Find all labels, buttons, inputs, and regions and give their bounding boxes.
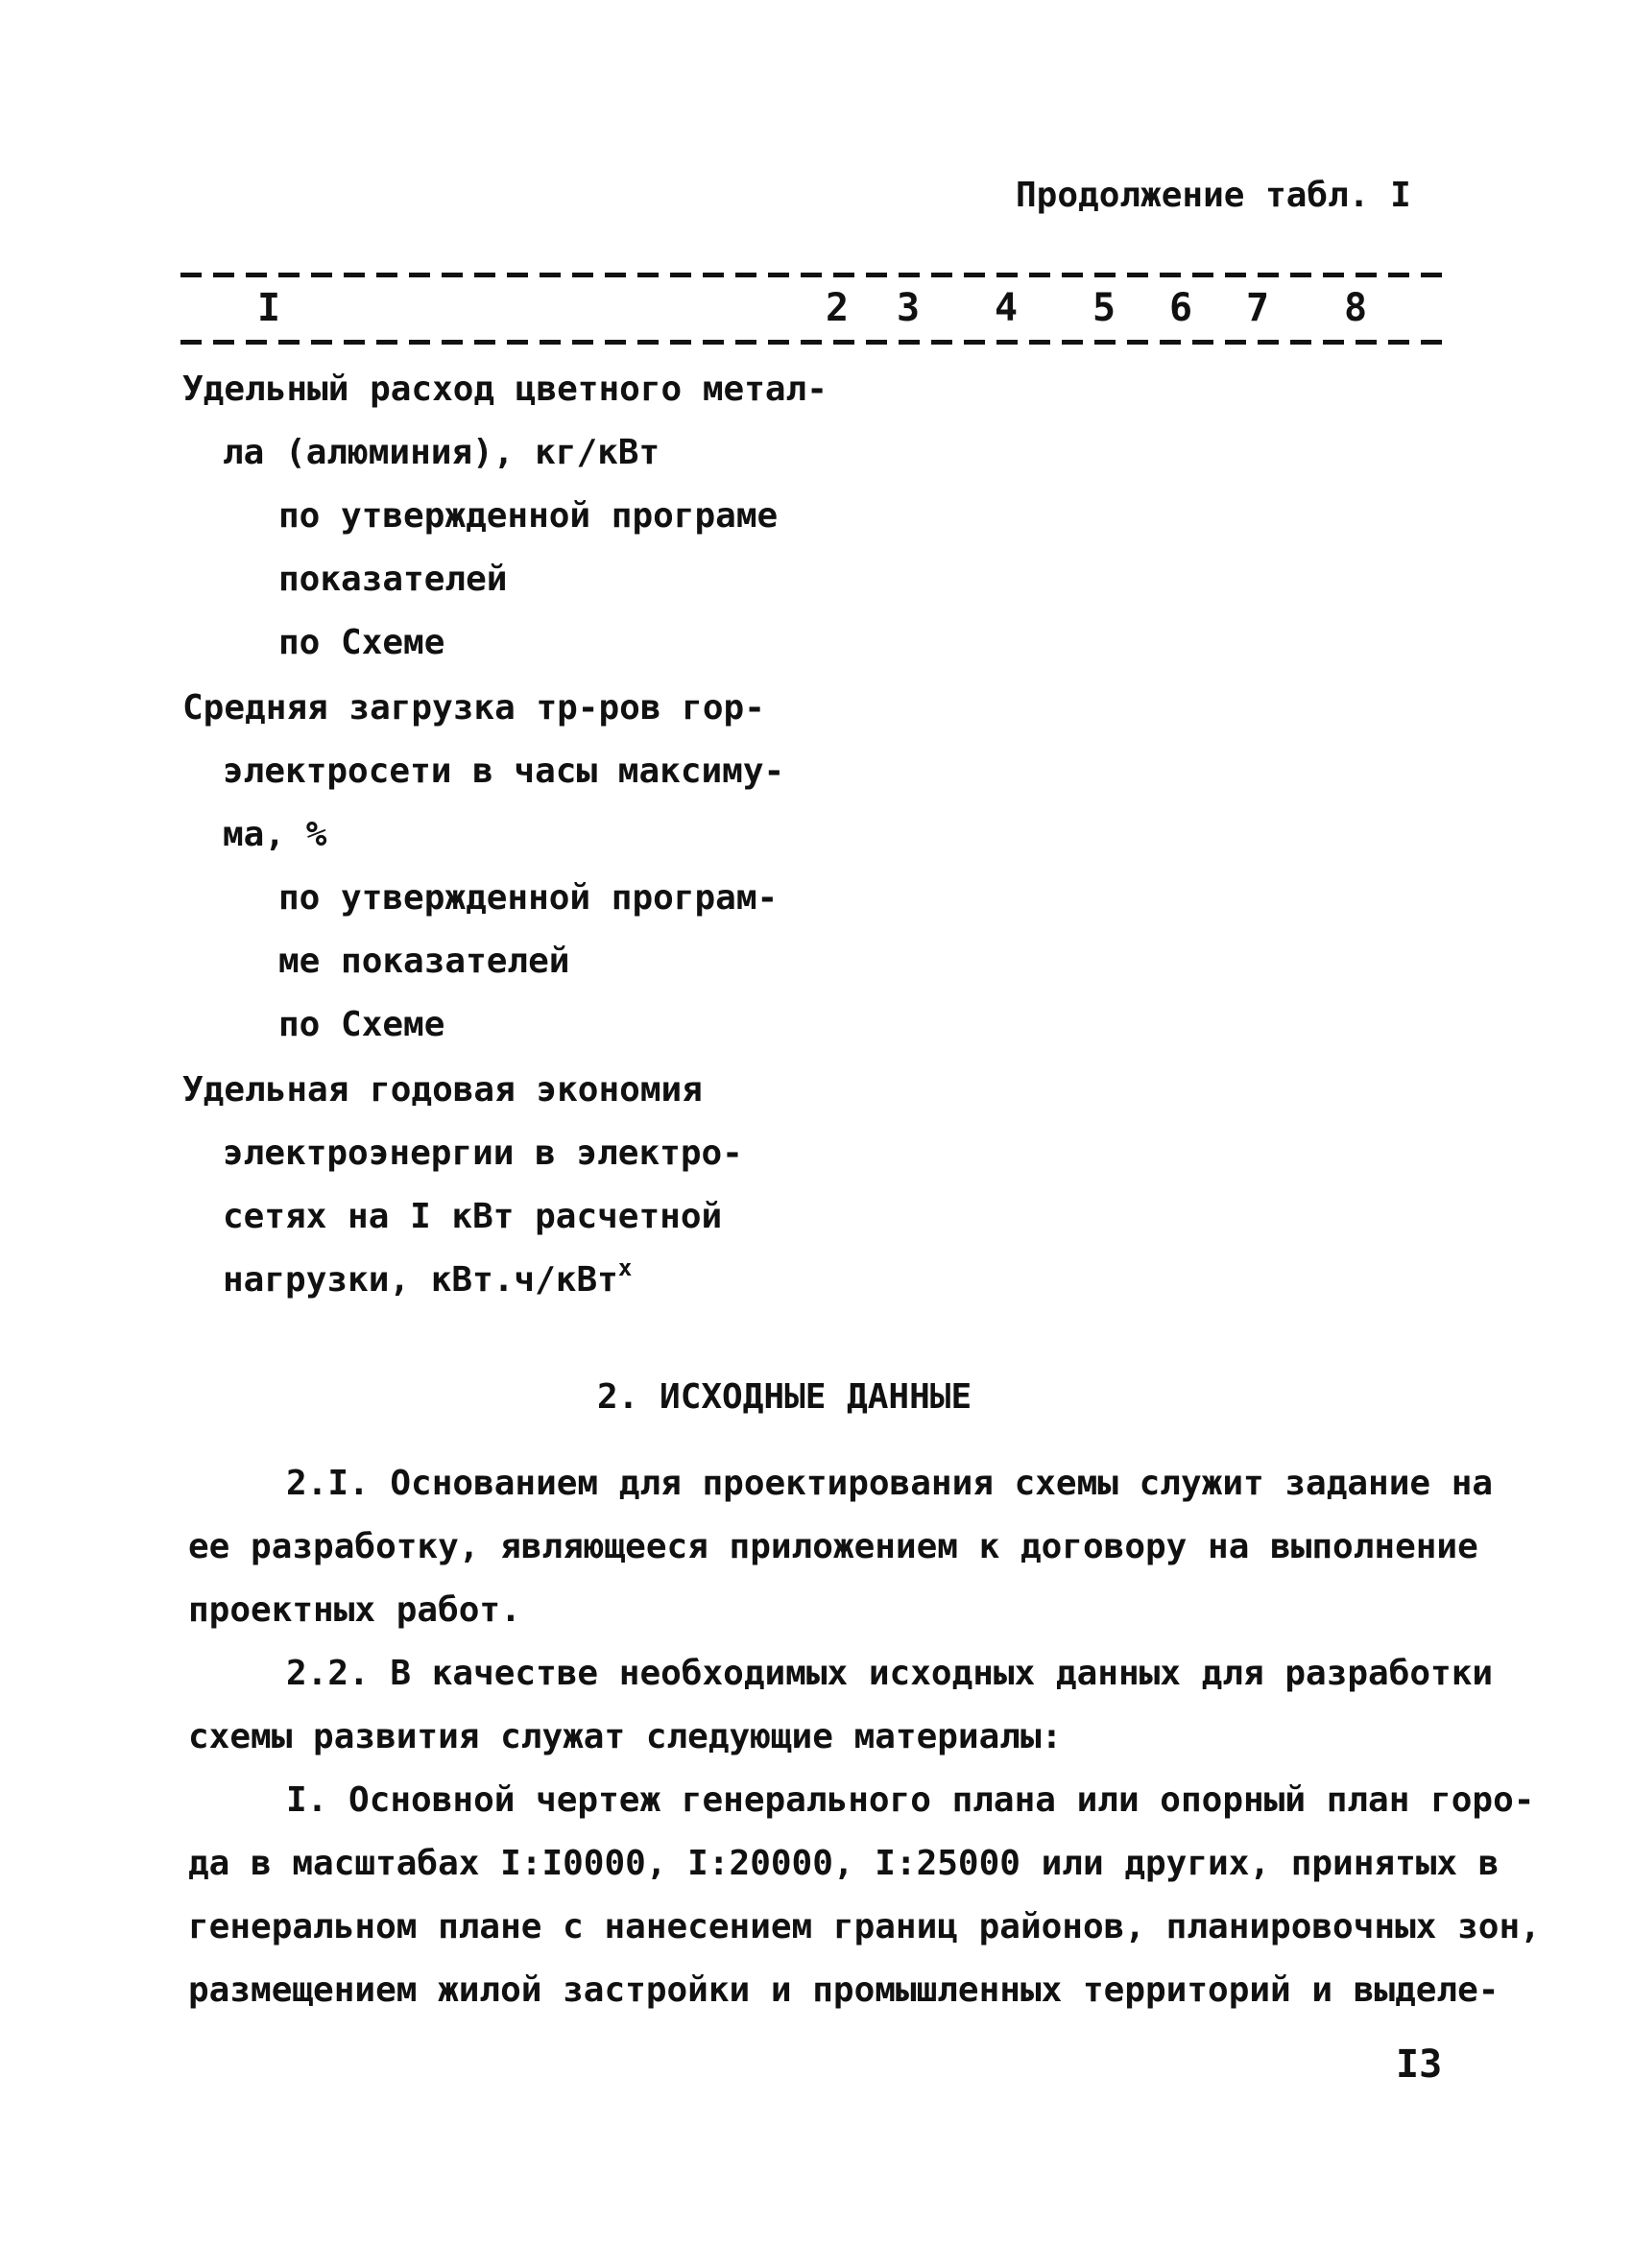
table-row-label: Удельный расход цветного метал- (182, 370, 828, 409)
table-row-label: по Схеме (278, 623, 445, 662)
paragraph-line: да в масштабах I:I0000, I:20000, I:25000 или других, принятых в (188, 1844, 1500, 1883)
table-row-label: по Схеме (278, 1005, 445, 1044)
table-row-label: ла (алюминия), кг/кВт (223, 433, 660, 472)
footnote-mark: x (617, 1254, 633, 1281)
column-header-4: 4 (995, 286, 1019, 330)
paragraph-line: 2.I. Основанием для проектирования схемы служит задание на (286, 1464, 1494, 1503)
column-header-2: 2 (826, 286, 850, 330)
column-header-1: I (257, 286, 281, 330)
table-row-text: нагрузки, кВт.ч/кВт (223, 1260, 618, 1300)
table-continuation-label: Продолжение табл. I (1016, 176, 1411, 215)
column-header-7: 7 (1246, 286, 1270, 330)
table-row-label: по утвержденной програме (278, 496, 779, 536)
page-number: I3 (1396, 2042, 1443, 2087)
column-header-6: 6 (1169, 286, 1193, 330)
table-row-label: ма, % (223, 815, 327, 854)
table-row-label: электросети в часы максиму- (223, 752, 785, 791)
column-header-3: 3 (897, 286, 921, 330)
table-row-label: по утвержденной програм- (278, 878, 779, 918)
paragraph-line: размещением жилой застройки и промышленных территорий и выделе- (188, 1970, 1500, 2010)
paragraph-line: схемы развития служат следующие материалы: (188, 1717, 1063, 1756)
paragraph-line: ее разработку, являющееся приложением к договору на выполнение (188, 1527, 1478, 1566)
paragraph-line: 2.2. В качестве необходимых исходных данных для разработки (286, 1654, 1494, 1693)
table-row-label: электроэнергии в электро- (223, 1134, 743, 1173)
table-top-rule (180, 273, 1450, 277)
column-header-5: 5 (1092, 286, 1116, 330)
paragraph-line: I. Основной чертеж генерального плана или опорный план горо- (286, 1780, 1535, 1820)
section-title: 2. ИСХОДНЫЕ ДАННЫЕ (597, 1377, 972, 1417)
table-row-label: ме показателей (278, 942, 570, 981)
column-header-8: 8 (1344, 286, 1368, 330)
table-row-label: Средняя загрузка тр-ров гор- (182, 688, 765, 728)
table-row-label: показателей (278, 560, 508, 599)
table-row-label: сетях на I кВт расчетной (223, 1197, 723, 1236)
table-row-label (223, 1254, 633, 1300)
paragraph-line: проектных работ. (188, 1590, 521, 1630)
table-header-rule (180, 340, 1450, 345)
table-row-label: Удельная годовая экономия (182, 1070, 703, 1110)
paragraph-line: генеральном плане с нанесением границ районов, планировочных зон, (188, 1907, 1541, 1946)
